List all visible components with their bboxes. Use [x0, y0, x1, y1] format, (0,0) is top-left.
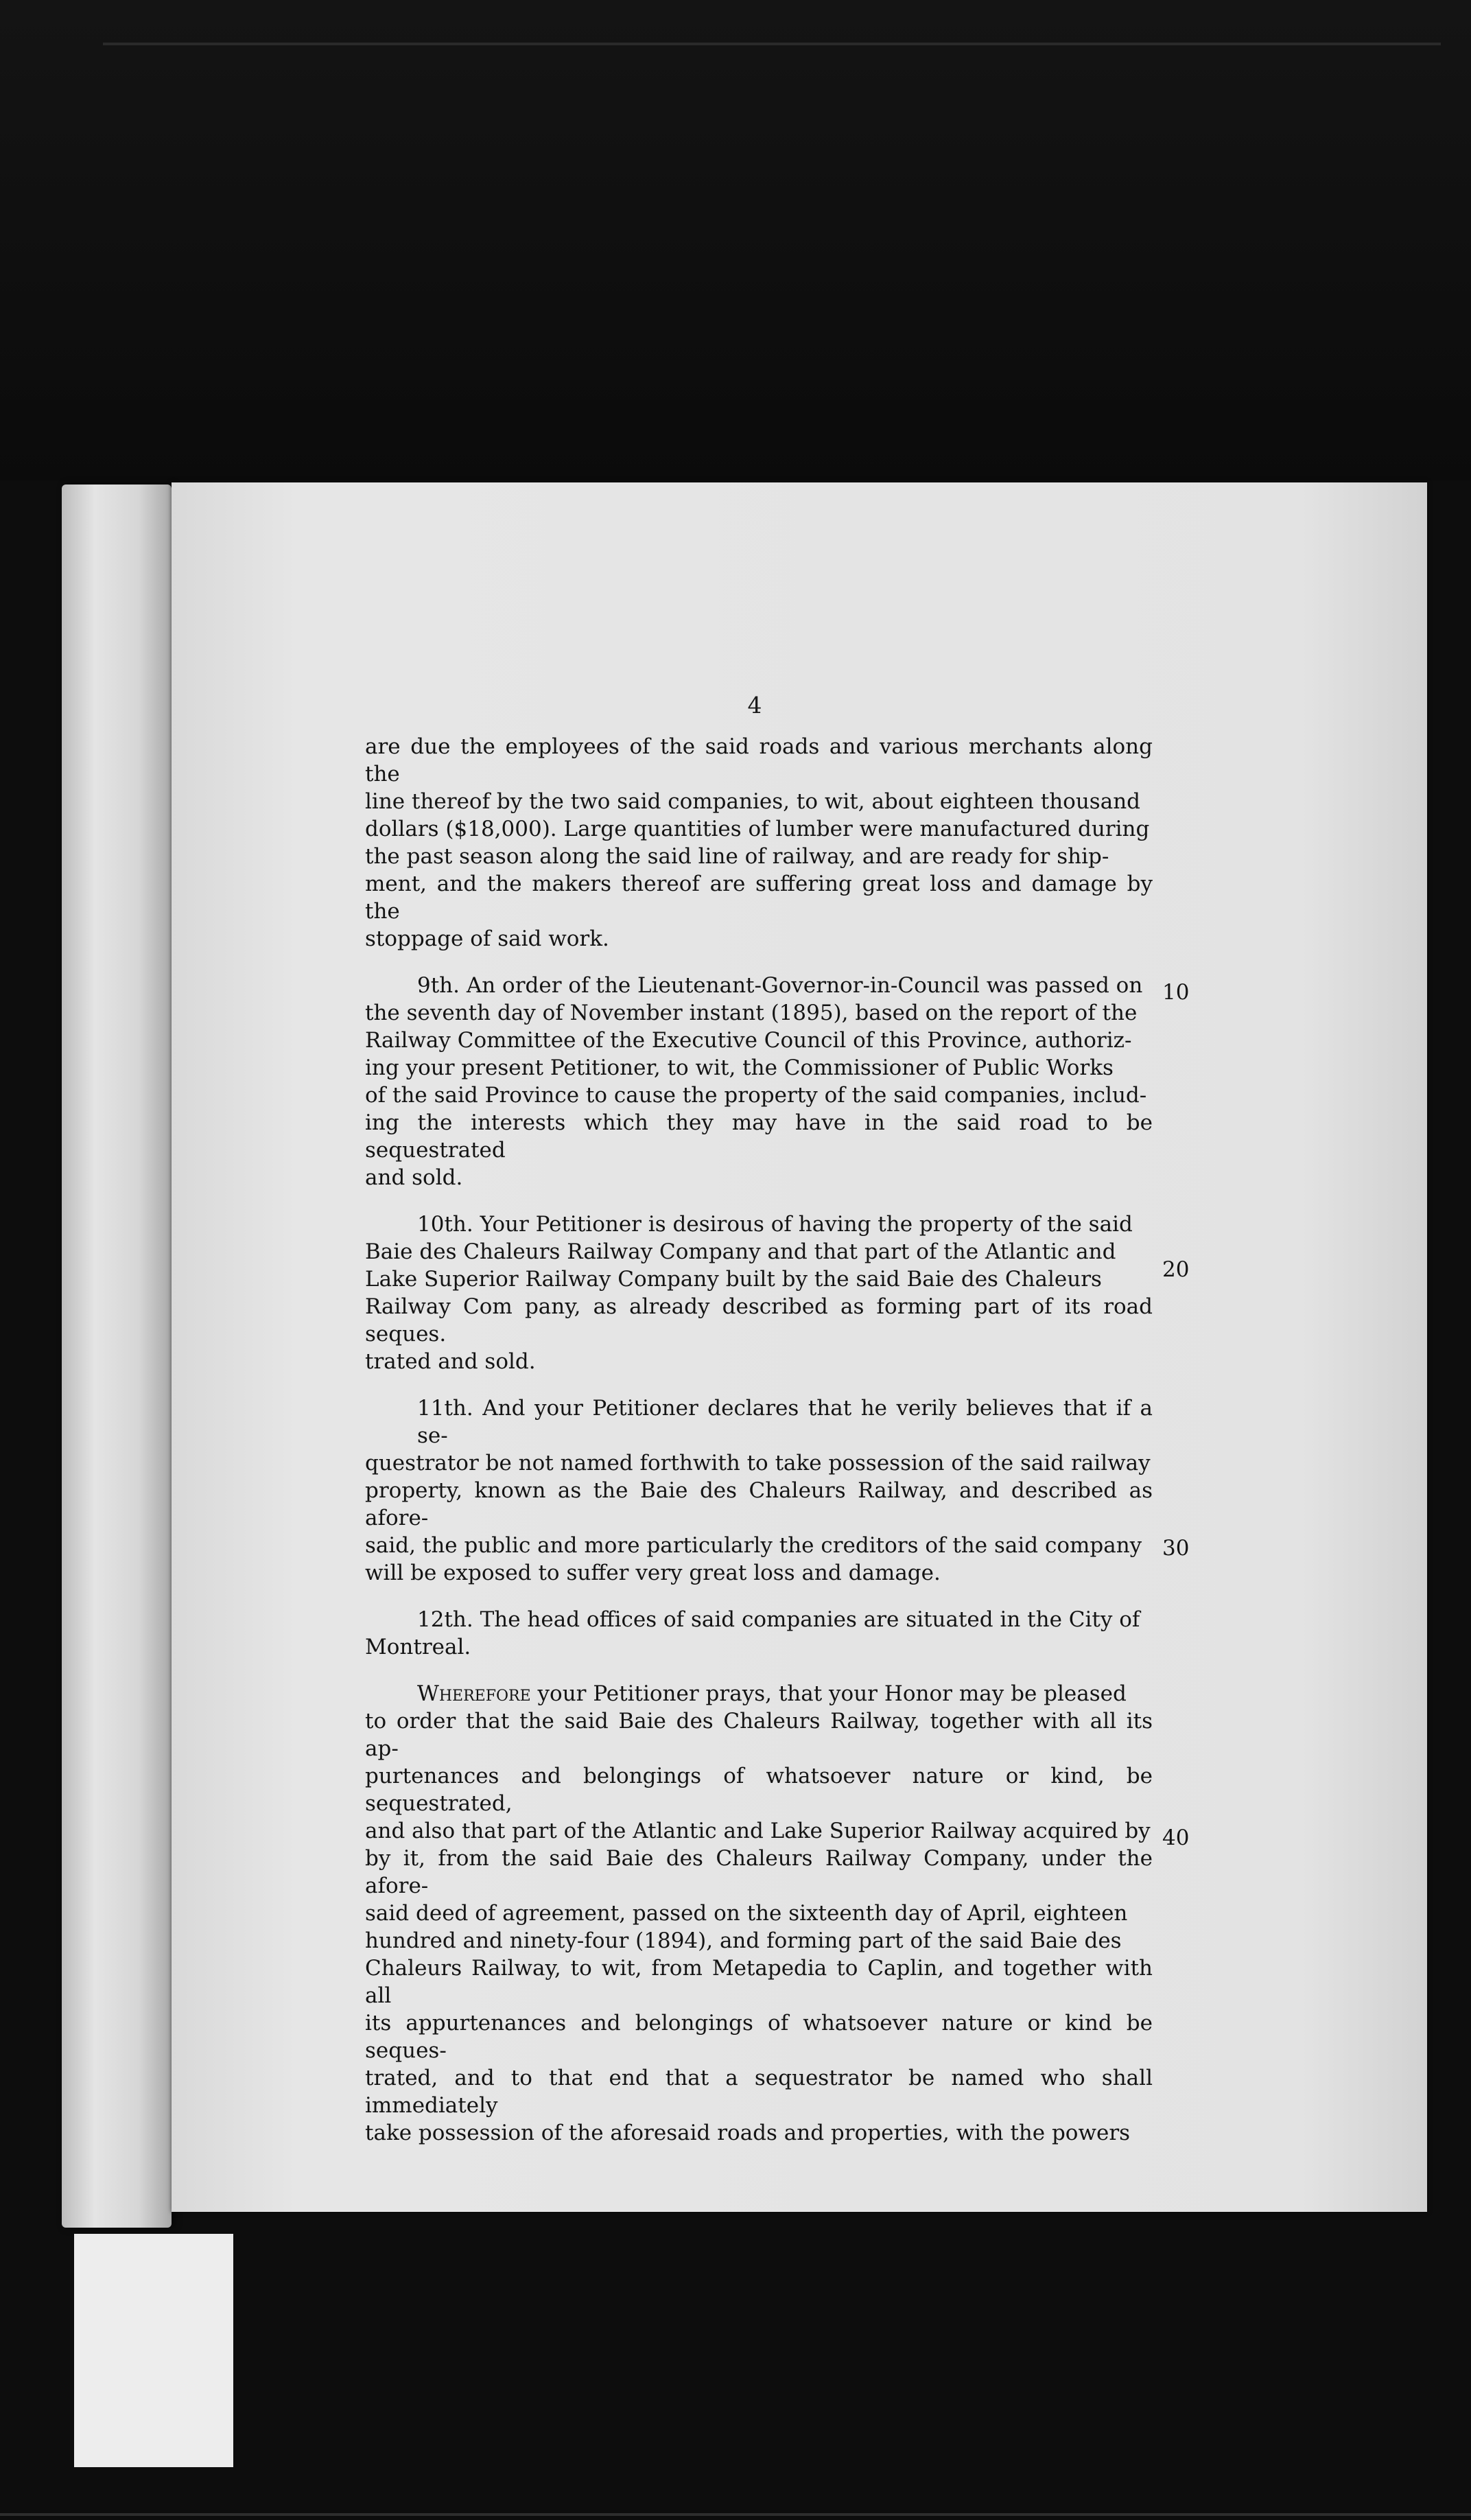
text-line: Lake Superior Railway Company built by the said Baie des Chaleurs: [365, 1267, 1102, 1292]
text-line: to order that the said Baie des Chaleurs Railway, together with all its ap-: [365, 1709, 1153, 1761]
book-spine: [62, 485, 172, 2228]
text-line: will be exposed to suffer very great loss and damage.: [365, 1561, 941, 1585]
text-line: the past season along the said line of railway, and are ready for ship-: [365, 844, 1109, 869]
film-bottom-edge: [0, 2513, 1471, 2516]
text-line: and also that part of the Atlantic and Lake Superior Railway acquired by: [365, 1819, 1151, 1843]
text-line-rest: your Petitioner prays, that your Honor may be pleased: [530, 1681, 1127, 1706]
text-line: dollars ($18,000). Large quantities of lumber were manufactured during: [365, 817, 1150, 841]
text-line: are due the employees of the said roads and various merchants along the: [365, 734, 1153, 786]
margin-line-number: 10: [1162, 980, 1190, 1005]
text-line: stoppage of said work.: [365, 926, 609, 951]
text-line: by it, from the said Baie des Chaleurs Railway Company, under the afore-: [365, 1846, 1153, 1898]
text-line: Montreal.: [365, 1635, 471, 1659]
paragraph-9th: [365, 972, 1153, 1191]
text-line: Railway Com pany, as already described as forming part of its road seques.: [365, 1294, 1153, 1346]
text-line: 11th. And your Petitioner declares that he verily believes that if a se-: [417, 1396, 1153, 1448]
page-number: 4: [747, 692, 762, 719]
text-line: take possession of the aforesaid roads and properties, with the powers: [365, 2121, 1131, 2145]
text-line: purtenances and belongings of whatsoever nature or kind, be sequestrated,: [365, 1764, 1153, 1816]
margin-line-number: 40: [1162, 1825, 1190, 1850]
text-line: property, known as the Baie des Chaleurs Railway, and described as afore-: [365, 1478, 1153, 1530]
text-line: [365, 1680, 1153, 1707]
margin-line-number: 30: [1162, 1536, 1190, 1561]
paragraph-10th: [365, 1211, 1153, 1375]
text-line: said deed of agreement, passed on the sixteenth day of April, eighteen: [365, 1901, 1128, 1926]
paragraph-8-continued: [365, 733, 1153, 953]
label-card: [74, 2234, 233, 2467]
text-line: of the said Province to cause the property of the said companies, includ-: [365, 1083, 1147, 1108]
text-line: its appurtenances and belongings of whatsoever nature or kind be seques-: [365, 2011, 1153, 2063]
film-background: [0, 0, 1471, 480]
paragraph-wherefore: [365, 1680, 1153, 2147]
text-line: Chaleurs Railway, to wit, from Metapedia to Caplin, and together with all: [365, 1956, 1153, 2008]
text-line: questrator be not named forthwith to take possession of the said railway: [365, 1451, 1151, 1475]
text-line: 9th. An order of the Lieutenant-Governor-in-Council was passed on: [417, 973, 1143, 998]
text-line: trated and sold.: [365, 1349, 536, 1374]
text-line: the seventh day of November instant (1895), based on the report of the: [365, 1001, 1138, 1025]
wherefore-lead: Wherefore: [417, 1681, 531, 1706]
text-line: and sold.: [365, 1165, 463, 1190]
text-line: hundred and ninety-four (1894), and forming part of the said Baie des: [365, 1928, 1122, 1953]
paragraph-11th: [365, 1395, 1153, 1587]
paragraph-12th: [365, 1606, 1153, 1661]
document-body: [365, 733, 1153, 2166]
film-scratch: [103, 43, 1441, 45]
text-line: 10th. Your Petitioner is desirous of having the property of the said: [417, 1212, 1133, 1237]
text-line: ing your present Petitioner, to wit, the Commissioner of Public Works: [365, 1055, 1114, 1080]
text-line: ing the interests which they may have in the said road to be sequestrated: [365, 1110, 1153, 1163]
text-line: ment, and the makers thereof are suffering great loss and damage by the: [365, 872, 1153, 924]
text-line: Railway Committee of the Executive Council of this Province, authoriz-: [365, 1028, 1132, 1053]
text-line: Baie des Chaleurs Railway Company and that part of the Atlantic and: [365, 1239, 1116, 1264]
text-line: said, the public and more particularly the creditors of the said company: [365, 1533, 1142, 1558]
text-line: trated, and to that end that a sequestrator be named who shall immediately: [365, 2066, 1153, 2118]
text-line: line thereof by the two said companies, to wit, about eighteen thousand: [365, 789, 1141, 814]
margin-line-number: 20: [1162, 1257, 1190, 1282]
text-line: 12th. The head offices of said companies are situated in the City of: [417, 1607, 1140, 1632]
